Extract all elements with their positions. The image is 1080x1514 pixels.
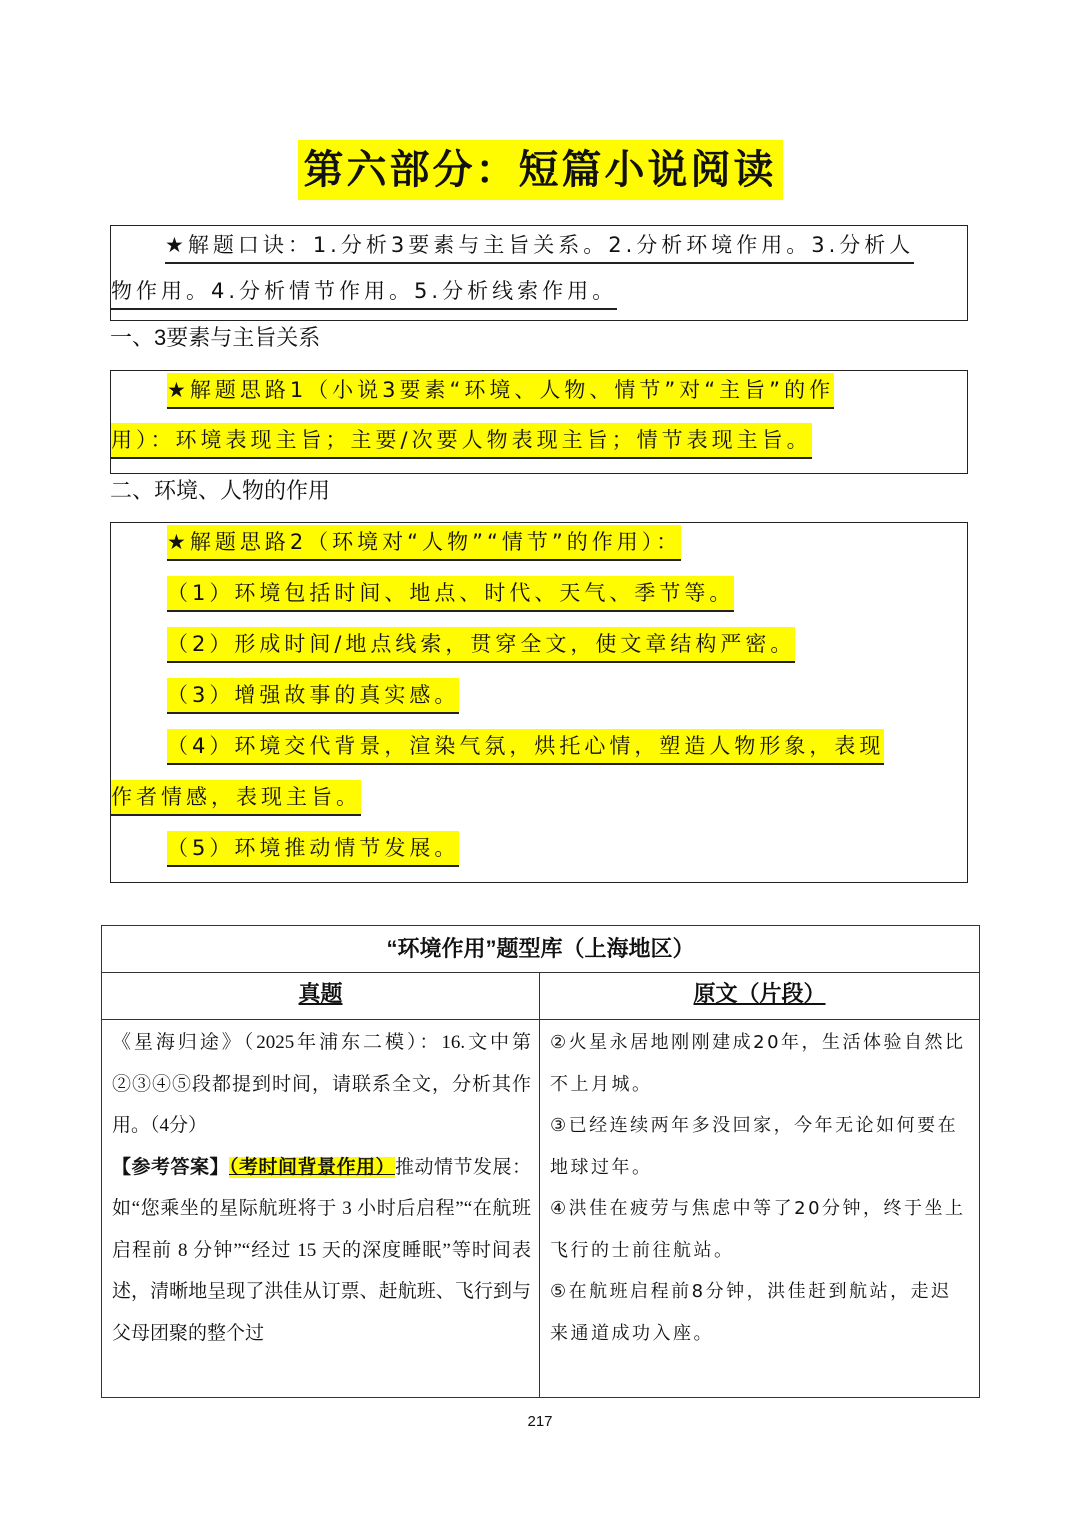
question-bank-table	[101, 925, 980, 1398]
section2-item-2: （2）形成时间/地点线索，贯穿全文，使文章结构严密。	[167, 627, 795, 663]
col-header-excerpts	[540, 973, 980, 1020]
section2-item-1: （1）环境包括时间、地点、时代、天气、季节等。	[167, 576, 734, 612]
section1-line-1: ★解题思路1（小说3要素“环境、人物、情节”对“主旨”的作	[167, 373, 834, 409]
section2-heading: 二、环境、人物的作用	[110, 478, 331, 503]
tips-line-2: 物作用。4.分析情节作用。5.分析线索作用。	[111, 274, 617, 310]
col-header-excerpts-label: 原文（片段）	[693, 981, 826, 1006]
section2-lead: ★解题思路2（环境对“人物”“情节”的作用）：	[167, 525, 681, 561]
tips-line-1: ★解题口诀：1.分析3要素与主旨关系。2.分析环境作用。3.分析人	[165, 228, 914, 264]
excerpt-5: ⑤在航班启程前8分钟，洪佳赶到航站，走迟来通道成功入座。	[550, 1281, 952, 1344]
question-text-block	[102, 1020, 539, 1360]
section1-heading: 一、3要素与主旨关系	[110, 325, 321, 350]
question-bank-title: “环境作用”题型库（上海地区）	[102, 926, 980, 973]
page-number: 217	[527, 1413, 553, 1430]
question-text: 《星海归途》（2025年浦东二模）：16.文中第②③④⑤段都提到时间，请联系全文，分析其作用。（4分）	[112, 1032, 531, 1136]
excerpt-cell	[540, 1020, 980, 1398]
excerpt-2: ②火星永居地刚刚建成20年，生活体验自然比不上月城。	[550, 1032, 966, 1095]
answer-label: 【参考答案】	[112, 1156, 229, 1178]
excerpt-3: ③已经连续两年多没回家，今年无论如何要在地球过年。	[550, 1115, 959, 1178]
section1-line-2: 用）：环境表现主旨；主要/次要人物表现主旨；情节表现主旨。	[111, 423, 812, 459]
section1-box	[110, 370, 968, 474]
section2-item-4-cont: 作者情感，表现主旨。	[111, 780, 361, 816]
question-cell	[102, 1020, 540, 1398]
excerpt-4: ④洪佳在疲劳与焦虑中等了20分钟，终于坐上飞行的士前往航站。	[550, 1198, 966, 1261]
section2-item-4: （4）环境交代背景，渲染气氛，烘托心情，塑造人物形象，表现	[167, 729, 884, 765]
col-header-questions	[102, 973, 540, 1020]
section2-item-5: （5）环境推动情节发展。	[167, 831, 459, 867]
page-title-wrap	[0, 140, 1080, 200]
excerpt-block	[540, 1020, 979, 1360]
page-title: 第六部分：短篇小说阅读	[298, 140, 783, 200]
section2-box	[110, 522, 968, 883]
tips-box	[110, 225, 968, 321]
col-header-questions-label: 真题	[298, 981, 343, 1006]
answer-text: 推动情节发展：如“您乘坐的星际航班将于 3 小时后启程”“在航班启程前 8 分钟”“经过 15 天的深度睡眠”等时间表述，清晰地呈现了洪佳从订票、赶航班、飞行到与父母团聚的整个过	[112, 1156, 531, 1344]
answer-tag: （考时间背景作用）	[229, 1156, 395, 1178]
section2-item-3: （3）增强故事的真实感。	[167, 678, 459, 714]
